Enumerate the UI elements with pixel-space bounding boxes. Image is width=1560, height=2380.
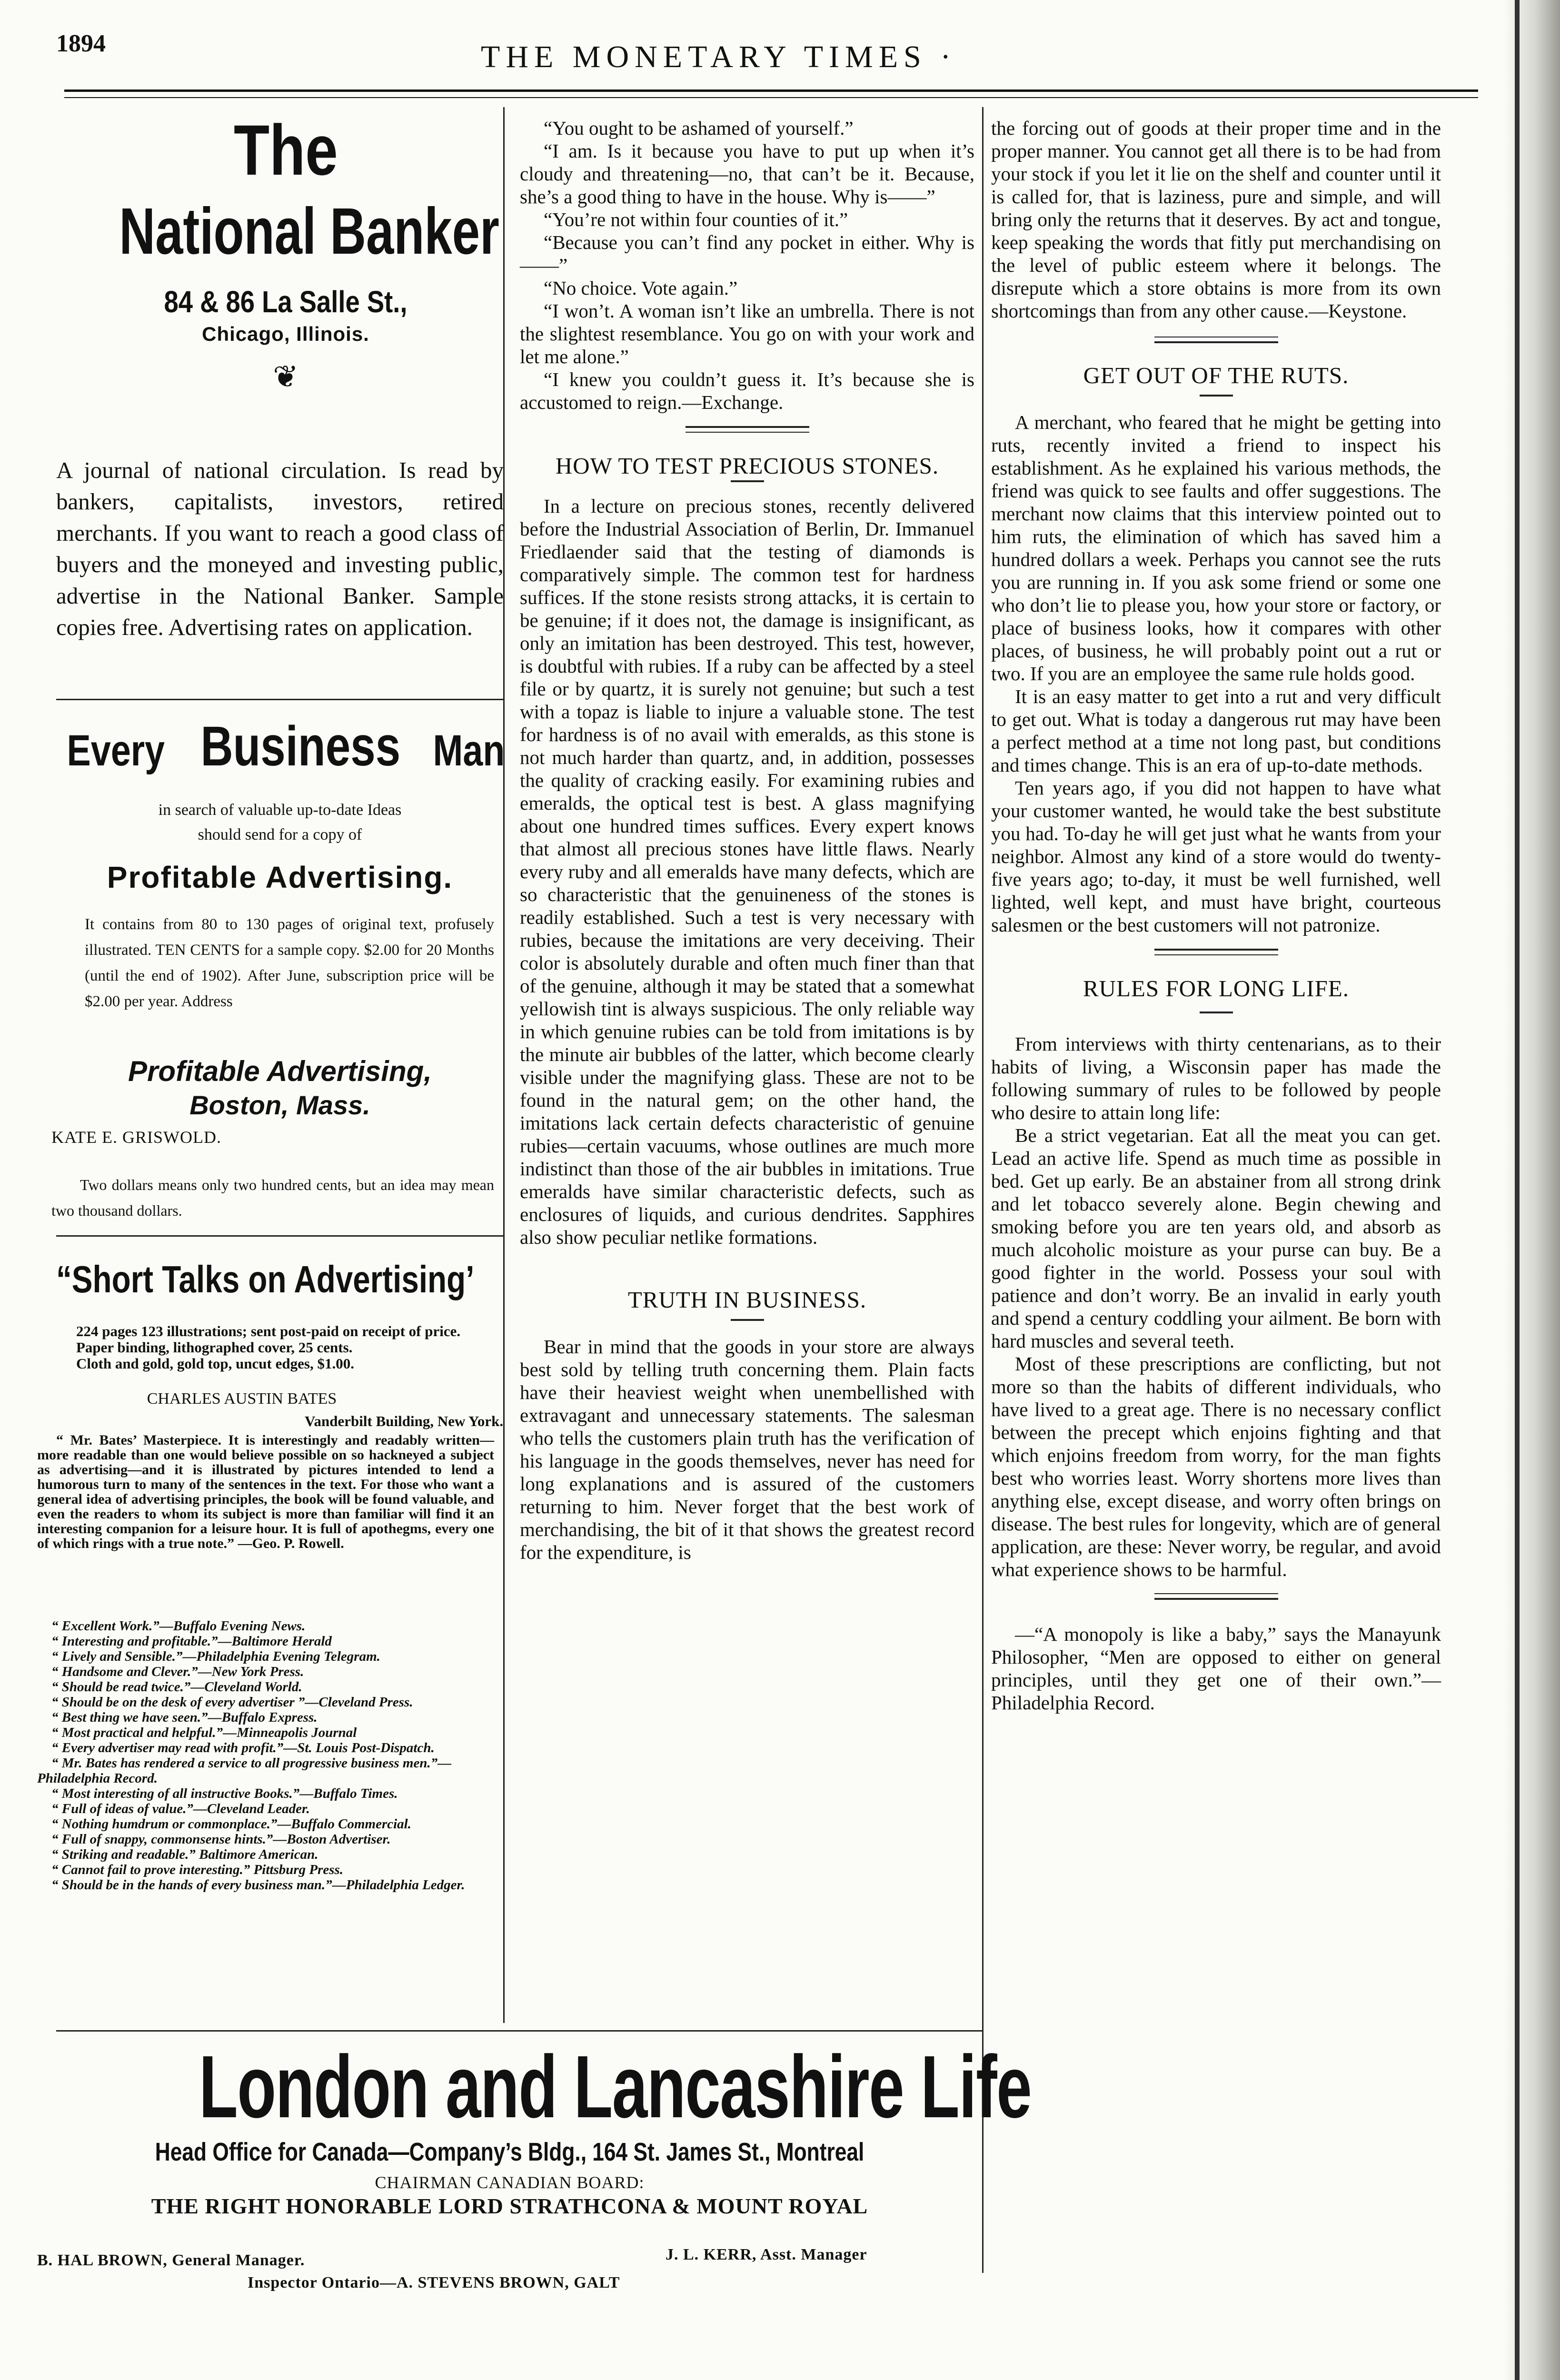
ad-ebm-title-a: Every xyxy=(67,726,165,775)
ad-nb-ornament: ❦ xyxy=(273,360,298,394)
testimonial-quote: “ Handsome and Clever.”—New York Press. xyxy=(51,1664,304,1679)
paragraph: A merchant, who feared that he might be getting into ruts, recently invited a friend to inspect his establishment. As he explained his various methods, the friend was quick to see faults and offer suggestions. The merchant now claims that this interview pointed out to him ruts, the elimination of which has saved him a hundred dollars a week. Perhaps you cannot see the ruts you are running in. If you ask some friend or some one who don’t lie to please you, how your store or factory, or place of business looks, how it compares with other places, of business, he will probably point out a rut or two. If you are an employee the same rule holds good. xyxy=(991,411,1441,684)
ad-ebm-body: It contains from 80 to 130 pages of original text, profusely illustrated. TEN CENTS for a sample copy. $2.00 for 20 Months (until the end of 1902). After June, subscription price will be $2.00 per year. Address xyxy=(85,916,494,1010)
paragraph: Ten years ago, if you did not happen to have what your customer wanted, he would take the best substitute you had. To-day he will get just what he wants from your neighbor. Almost any kind of a store would do twenty-five years ago; to-day, it must be well furnished, well lighted, well kept, and must have bright, courteous salesmen or the best customers will not patronize. xyxy=(991,777,1441,936)
paragraph: “You’re not within four counties of it.” xyxy=(544,208,848,230)
ad-ll-asst: J. L. KERR, Asst. Manager xyxy=(666,2246,867,2263)
ad-st-blurb: “ Mr. Bates’ Masterpiece. It is interestingly and readably written—more readable than one would believe possible on so hackneyed a subject as advertising—and it is illustrated by pictures intended to lend a humorous turn to many of the sentences in the text. For those who want a general idea of advertising principles, the book will be found valuable, and even the readers to whom its subject is more than familiar will find it an interesting companion for a leisure hour. It is full of apothegms, every one of which rings with a true note.” —Geo. P. Rowell. xyxy=(37,1432,494,1551)
ad-divider-2 xyxy=(56,1235,504,1237)
testimonial-quote: “ Lively and Sensible.”—Philadelphia Evening Telegram. xyxy=(51,1649,380,1664)
banner-top-rule xyxy=(56,2030,982,2032)
header-rule-thin xyxy=(64,97,1478,98)
masthead xyxy=(481,39,956,75)
story-truth-continued: the forcing out of goods at their proper time and in the proper manner. You cannot get all there is to be had from your stock if you let it lie on the shelf and counter until it is called for, that is laziness, pure and simple, and will bring only the returns that it deserves. By act and tongue, keep speaking the words that fitly put merchandising on the level of public esteem where it belongs. The disrepute which a store obtains is more from its own shortcomings than from any other cause.—Keystone. xyxy=(991,117,1441,322)
ad-ebm-line1: in search of valuable up-to-date Ideas xyxy=(158,801,402,819)
ad-ebm-title2: Profitable Advertising. xyxy=(107,860,453,894)
ad-ebm-publisher-block xyxy=(56,1054,504,1122)
ad-ll-chairman: THE RIGHT HONORABLE LORD STRATHCONA & MOUNT ROYAL xyxy=(151,2194,868,2218)
ad-st-binding-2: Cloth and gold, gold top, uncut edges, $1.00. xyxy=(76,1355,354,1372)
ad-st-quotes xyxy=(37,1618,494,1893)
testimonial-quote: “ Excellent Work.”—Buffalo Evening News. xyxy=(51,1618,306,1634)
double-rule xyxy=(1154,949,1278,955)
paragraph: From interviews with thirty centenarians, as to their habits of living, a Wisconsin paper has made the following summary of rules to be followed by people who desire to attain long life: xyxy=(991,1033,1441,1123)
ad-ll-managers xyxy=(37,2246,942,2270)
ad-national-banker xyxy=(67,109,505,401)
ad-ebm-publisher-city: Boston, Mass. xyxy=(189,1090,370,1120)
ad-ebm-line2: should send for a copy of xyxy=(198,826,362,843)
column-rule-2 xyxy=(982,107,984,2273)
ad-nb-body: A journal of national circulation. Is read by bankers, capitalists, investors, retired merchants. If you want to reach a good class of buyers and the moneyed and investing public, advertise in the National Banker. Sample copies free. Advertising rates on application. xyxy=(56,457,504,640)
paragraph: “I knew you couldn’t guess it. It’s because she is accustomed to reign.—Exchange. xyxy=(520,368,974,413)
paragraph: Be a strict vegetarian. Eat all the meat you can get. Lead an active life. Spend as much time as possible in bed. Get up early. Be an abstainer from all strong drink and let tobacco severely alone. Begin chewing and smoking before you are ten years old, and absorb as much alcoholic moisture as your purse can buy. Be a good fighter in the world. Possess your soul with patience and don’t worry. Be an invalid in early youth and spend a century coddling your ailment. Be born with hard muscles and several teeth. xyxy=(991,1124,1441,1352)
ad-london-lancashire xyxy=(37,2037,1032,2219)
masthead-dot: · xyxy=(940,40,957,74)
ad-ebm-editor: KATE E. GRISWOLD. xyxy=(51,1128,221,1147)
page-number: 1894 xyxy=(56,30,106,57)
testimonial-quote: “ Interesting and profitable.”—Baltimore Herald xyxy=(51,1634,332,1649)
paragraph: “Because you can’t find any pocket in either. Why is——” xyxy=(520,231,974,276)
testimonial-quote: “ Every advertiser may read with profit.”—St. Louis Post-Dispatch. xyxy=(51,1740,435,1755)
testimonial-quote: “ Nothing humdrum or commonplace.”—Buffalo Commercial. xyxy=(51,1816,411,1832)
column-3 xyxy=(991,117,1441,1714)
story-precious-stones: In a lecture on precious stones, recently delivered before the Industrial Association of Berlin, Dr. Immanuel Friedlaender said that the testing of diamonds is comparatively simple. The common test for hardness suffices. If the stone resists strong attacks, it is certain to be genuine; if it does not, the damage is insignificant, as only an imitation has been destroyed. This test, however, is doubtful with rubies. If a ruby can be affected by a steel file or by quartz, it is surely not genuine; but such a test with a topaz is liable to injure a valuable stone. The test for hardness is of no avail with emeralds, as this stone is not much harder than quartz, and, in addition, possesses the quality of cracking easily. For examining rubies and emeralds, the optical test is best. A glass magnifying about one hundred times suffices. Every expert knows that almost all precious stones have little flaws. Nearly every ruby and all emeralds have many defects, which are so characteristic that the genuineness of the stones is readily established. Such a test is very necessary with rubies, because the imitations are very deceiving. Their color is absolutely durable and often much finer than that of the genuine, although it may be stated that a somewhat yellowish tint is always suspicious. The only reliable way in which genuine rubies can be told from imitations is by the minute air bubbles of the latter, which become clearly visible under the magnifying glass. These are not to be found in the natural gem; on the other hand, the imitations lack certain defects characteristic of genuine rubies—certain vacuums, whose outlines are much more indistinct than those of the air bubbles in imitations. True emeralds have similar characteristic defects, such as enclosures of liquids, and curious dendrites. Sapphires also show peculiar netlike formations. xyxy=(520,495,974,1248)
double-rule xyxy=(1154,1593,1278,1600)
ad-st-author-address: Vanderbilt Building, New York. xyxy=(305,1413,504,1429)
ad-st-binding-1: Paper binding, lithographed cover, 25 cents. xyxy=(76,1339,353,1356)
ad-st-title: “Short Talks on Advertising’ xyxy=(56,1258,475,1300)
testimonial-quote: “ Cannot fail to prove interesting.” Pittsburg Press. xyxy=(51,1862,344,1877)
double-rule xyxy=(1154,337,1278,343)
ad-ll-inspector: Inspector Ontario—A. STEVENS BROWN, GALT xyxy=(248,2274,620,2291)
column-2 xyxy=(520,117,974,1564)
story-monopoly: —“A monopoly is like a baby,” says the Manayunk Philosopher, “Men are opposed to either on general principles, until they get one of their own.”—Philadelphia Record. xyxy=(991,1623,1441,1714)
story-get-out-of-ruts xyxy=(991,411,1441,936)
testimonial-quote: “ Should be on the desk of every advertiser ”—Cleveland Press. xyxy=(51,1695,413,1710)
ad-ebm-title-c: Man xyxy=(433,726,505,775)
testimonial-quote: “ Should be read twice.”—Cleveland World. xyxy=(51,1679,302,1695)
ad-st-author: CHARLES AUSTIN BATES xyxy=(147,1390,337,1408)
headline-rules-long-life: RULES FOR LONG LIFE. xyxy=(1083,975,1350,1002)
ad-st-details: 224 pages 123 illustrations; sent post-paid on receipt of price. xyxy=(76,1323,461,1339)
paragraph: “You ought to be ashamed of yourself.” xyxy=(544,117,854,139)
page-edge-line xyxy=(1515,0,1520,2380)
testimonial-quote: “ Striking and readable.” Baltimore American. xyxy=(51,1847,318,1862)
story-umbrella xyxy=(520,117,974,414)
ad-ebm-motto: Two dollars means only two hundred cents, but an idea may mean two thousand dollars. xyxy=(51,1176,494,1219)
headline-rule xyxy=(731,1319,764,1321)
ad-divider-1 xyxy=(56,699,504,700)
ad-nb-address: 84 & 86 La Salle St., xyxy=(164,285,407,319)
testimonial-quote: “ Most interesting of all instructive Books.”—Buffalo Times. xyxy=(51,1786,398,1801)
double-rule xyxy=(686,426,809,433)
headline-truth-in-business: TRUTH IN BUSINESS. xyxy=(627,1287,867,1313)
masthead-title: THE MONETARY TIMES xyxy=(481,40,927,74)
paragraph: “I won’t. A woman isn’t like an umbrella. There is not the slightest resemblance. You go on with your work and let me alone.” xyxy=(520,300,974,367)
paragraph: Most of these prescriptions are conflicting, but not more so than the habits of different individuals, who have lived to a great age. There is no necessary conflict between the precept which enjoins fighting and that which enjoins freedom from worry, for the man fights best who worries least. Worry shortens more lives than anything else, except disease, and worry often brings on disease. The best rules for longevity, which are of general application, are these: Never worry, be regular, and avoid what experience shows to be harmful. xyxy=(991,1353,1441,1580)
header-rule xyxy=(64,89,1478,92)
story-truth-in-business: Bear in mind that the goods in your store are always best sold by telling truth concerning them. Plain facts have their heaviest weight when unembellished with extravagant and unnecessary statements. The salesman who tells the customers plain truth has the verification of his language in the goods themselves, never has need for long explanations and is assured of the customers returning to him. Never forget that the best work of merchandising, the bit of it that shows the greatest record for the expenditure, is xyxy=(520,1336,974,1563)
paragraph: “I am. Is it because you have to put up when it’s cloudy and threatening—no, that can’t be it. Because, she’s a good thing to have in the house. Why is——” xyxy=(520,140,974,208)
paragraph: “No choice. Vote again.” xyxy=(544,277,738,299)
ad-ll-title: London and Lancashire Life xyxy=(199,2038,1032,2136)
ad-ebm-title xyxy=(56,714,504,779)
story-rules-long-life xyxy=(991,1032,1441,1581)
ad-ebm-publisher: Profitable Advertising, xyxy=(128,1055,432,1087)
headline-rule xyxy=(731,480,764,482)
testimonial-quote: “ Full of snappy, commonsense hints.”—Boston Advertiser. xyxy=(51,1832,391,1847)
ad-nb-title: National Banker xyxy=(119,195,499,268)
ad-nb-city: Chicago, Illinois. xyxy=(202,323,369,345)
ad-ll-head-office: Head Office for Canada—Company’s Bldg., 164 St. James St., Montreal xyxy=(155,2138,864,2166)
headline-precious-stones: HOW TO TEST PRECIOUS STONES. xyxy=(555,453,939,479)
paragraph: It is an easy matter to get into a rut and very difficult to get out. What is today a dangerous rut may have been a perfect method at a time not long past, but conditions and times change. This is an era of up-to-date methods. xyxy=(991,685,1441,776)
ad-st-details-block xyxy=(76,1323,486,1372)
page-edge-shadow xyxy=(1504,0,1560,2380)
ad-ll-chairman-label: CHAIRMAN CANADIAN BOARD: xyxy=(375,2173,645,2192)
testimonial-quote: “ Full of ideas of value.”—Cleveland Leader. xyxy=(51,1801,310,1816)
testimonial-quote: “ Mr. Bates has rendered a service to all progressive business men.”—Philadelphia Record. xyxy=(37,1755,452,1786)
testimonial-quote: “ Should be in the hands of every business man.”—Philadelphia Ledger. xyxy=(51,1877,465,1893)
ad-every-business-man xyxy=(56,714,504,899)
ad-nb-the: The xyxy=(233,110,338,190)
headline-rule xyxy=(1200,395,1233,397)
ad-ebm-title-b: Business xyxy=(200,715,400,778)
testimonial-quote: “ Most practical and helpful.”—Minneapolis Journal xyxy=(51,1725,357,1740)
ad-ll-gm: B. HAL BROWN, General Manager. xyxy=(37,2251,305,2269)
headline-get-out-of-ruts: GET OUT OF THE RUTS. xyxy=(1083,362,1349,388)
ad-short-talks xyxy=(56,1257,504,1302)
testimonial-quote: “ Best thing we have seen.”—Buffalo Express. xyxy=(51,1710,318,1725)
headline-rule xyxy=(1200,1012,1233,1013)
